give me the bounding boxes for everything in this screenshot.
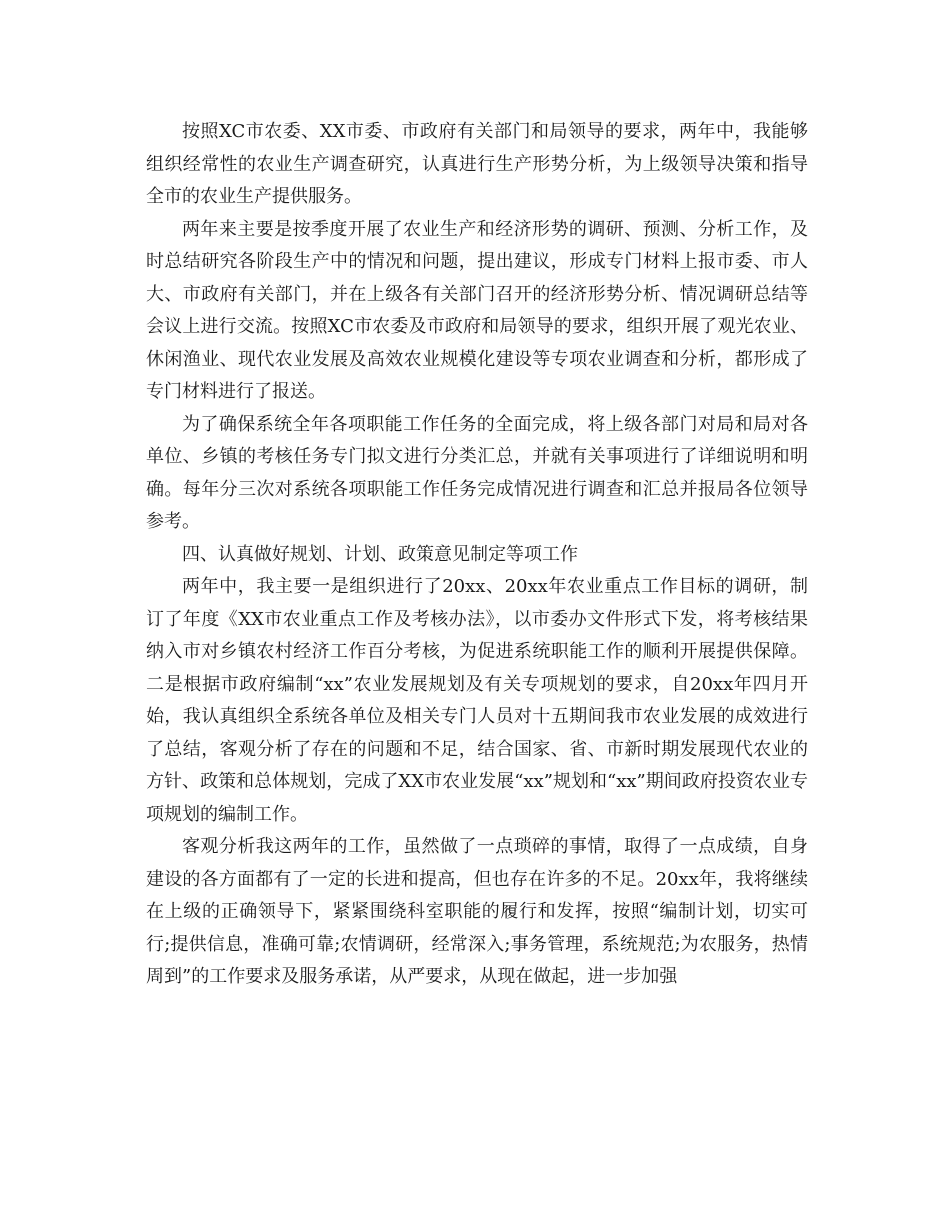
paragraph-self-assessment: 客观分析我这两年的工作，虽然做了一点琐碎的事情，取得了一点成绩，自身建设的各方面都有了一定的长进和提高，但也存在许多的不足。20xx年，我将继续在上级的正确领导下，紧紧围绕科室职能的履行和发挥，按照“编制计划，切实可行;提供信息，准确可靠;农情调研，经常深入;事务管理，系统规范;为农服务，热情周到”的工作要求及服务承诺，从严要求，从现在做起，进一步加强: [146, 836, 808, 987]
paragraph-task-assessment: 为了确保系统全年各项职能工作任务的全面完成，将上级各部门对局和局对各单位、乡镇的考核任务专门拟文进行分类汇总，并就有关事项进行了详细说明和明确。每年分三次对系统各项职能工作任务完成情况进行调查和汇总并报局各位领导参考。: [146, 413, 808, 532]
paragraph-planning-work: 两年中，我主要一是组织进行了20xx、20xx年农业重点工作目标的调研，制订了年度《XX市农业重点工作及考核办法》，以市委办文件形式下发，将考核结果纳入市对乡镇农村经济工作百分考核，为促进系统职能工作的顺利开展提供保障。二是根据市政府编制“xx”农业发展规划及有关专项规划的要求，自20xx年四月开始，我认真组织全系统各单位及相关专门人员对十五期间我市农业发展的成效进行了总结，客观分析了存在的问题和不足，结合国家、省、市新时期发展现代农业的方针、政策和总体规划，完成了XX市农业发展“xx”规划和“xx”期间政府投资农业专项规划的编制工作。: [146, 576, 808, 825]
paragraph-economic-analysis: 两年来主要是按季度开展了农业生产和经济形势的调研、预测、分析工作，及时总结研究各阶段生产中的情况和问题，提出建议，形成专门材料上报市委、市人大、市政府有关部门，并在上级各有关部门召开的经济形势分析、情况调研总结等会议上进行交流。按照XC市农委及市政府和局领导的要求，组织开展了观光农业、休闲渔业、现代农业发展及高效农业规模化建设等专项农业调查和分析，都形成了专门材料进行了报送。: [146, 218, 808, 402]
section-heading-planning: 四、认真做好规划、计划、政策意见制定等项工作: [182, 543, 578, 565]
document-body: [146, 116, 808, 994]
paragraph-work-requirements: 按照XC市农委、XX市委、市政府有关部门和局领导的要求，两年中，我能够组织经常性的农业生产调查研究，认真进行生产形势分析，为上级领导决策和指导全市的农业生产提供服务。: [146, 121, 808, 207]
